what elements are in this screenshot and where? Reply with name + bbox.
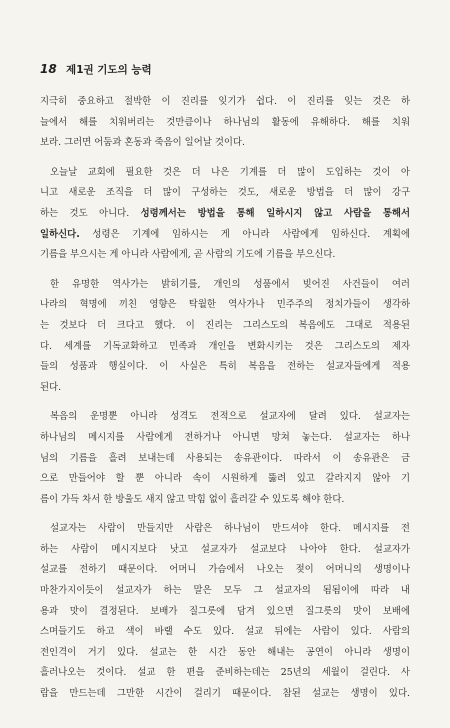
text-line (40, 225, 410, 246)
paragraph (40, 92, 410, 154)
text-line (40, 643, 410, 664)
text-line (40, 560, 410, 581)
text-run: 으로 만들어야 할 뿐 아니라 속이 시원하게 뚫려 있고 갈라지지 않아 기 (40, 473, 410, 485)
text-line (40, 204, 410, 225)
text-line (40, 540, 410, 561)
text-line (40, 357, 410, 378)
text-run: 니고 새로운 조직을 더 많이 구성하는 것도, 새로운 방법을 더 많이 강구 (40, 187, 410, 199)
text-run: 름이 가득 차서 한 방울도 새지 않고 막힘 없이 흘러갈 수 있도록 해야 한다. (40, 493, 345, 505)
text-run: 들의 성품과 행실이다. 이 사실은 특히 복음을 전하는 설교자들에게 적용 (40, 361, 410, 373)
text-line (40, 519, 410, 540)
page-number: 18 (40, 62, 57, 76)
text-line (40, 663, 410, 684)
text-run: 성령은 기계에 임하시는 게 아니라 사람에게 임하신다. 계획에 (79, 228, 410, 240)
text-run: 된다. (40, 381, 62, 393)
text-line (40, 183, 410, 204)
text-line (40, 295, 410, 316)
running-header (40, 62, 152, 77)
text-line (40, 407, 410, 428)
text-line (40, 337, 410, 358)
text-line (40, 684, 410, 705)
text-run: 흘러나오는 것이다. 설교 한 편을 준비하는데는 25년의 세월이 걸린다. 사 (40, 667, 410, 679)
text-run: 복음의 운명뿐 아니라 성격도 전적으로 설교자에 달려 있다. 설교자는 (50, 411, 410, 423)
text-line (40, 490, 410, 511)
text-line (40, 449, 410, 470)
text-line (40, 602, 410, 623)
text-run: 한 유명한 역사가는 밝히기를, 개인의 성품에서 빚어진 사건들이 여러 (50, 278, 410, 290)
text-run: 오늘날 교회에 필요한 것은 더 나은 기계를 더 많이 도입하는 것이 아 (50, 166, 410, 178)
text-line (40, 581, 410, 602)
text-run: 스며들기도 하고 색이 바랠 수도 있다. 설교 뒤에는 사람이 있다. 사람의 (40, 626, 410, 638)
paragraph (40, 407, 410, 510)
text-run: 마찬가지이듯이 설교자가 하는 말은 모두 그 설교자의 됨됨이에 따라 내 (40, 585, 410, 597)
paragraph (40, 519, 410, 704)
text-run: 는 것보다 더 크다고 했다. 이 진리는 그리스도의 복음에도 그대로 적용된 (40, 319, 410, 331)
text-run: 늘에서 해를 치워버리는 것만큼이나 하나님의 활동에 유해하다. 해를 치워 (40, 116, 410, 128)
text-run: 님의 기름을 흘려 보내는데 사용되는 송유관이다. 따라서 이 송유관은 금 (40, 452, 410, 464)
text-line (40, 428, 410, 449)
text-run: 하는 것도 아니다. (40, 207, 141, 219)
text-run: 전인격이 거기 있다. 설교는 한 시간 동안 해내는 공연이 아니라 생명이 (40, 646, 410, 658)
highlighted-text: 일하신다. (40, 228, 80, 240)
chapter-title: 제1권 기도의 능력 (66, 64, 152, 76)
text-line (40, 245, 410, 266)
text-line (40, 92, 410, 113)
text-run: 지극히 중요하고 절박한 이 진리를 잊기가 쉽다. 이 진리를 잊는 것은 하 (40, 96, 410, 107)
text-run: 기름을 부으시는 게 아니라 사람에게, 곧 사람의 기도에 기름을 부으신다. (40, 249, 336, 261)
text-run: 나라의 혁명에 끼친 영향은 탁월한 역사가나 민주주의 정치가들이 생각하 (40, 299, 410, 311)
text-line (40, 378, 410, 399)
text-run: 람을 만드는데 그만한 시간이 걸리기 때문이다. 참된 설교는 생명이 있다. (40, 688, 410, 700)
text-run: 보라. 그러면 어둠과 혼동과 죽음이 일어날 것이다. (40, 137, 245, 149)
body-text (40, 92, 410, 714)
text-line (40, 133, 410, 154)
text-run: 설교를 전하기 때문이다. 어머니 가슴에서 나오는 젖이 어머니의 생명이나 (40, 564, 410, 576)
text-line (40, 275, 410, 296)
paragraph (40, 275, 410, 399)
highlighted-text: 성령께서는 방법을 통해 일하시지 않고 사람을 통해서 (140, 207, 410, 219)
text-line (40, 622, 410, 643)
text-run: 하는 사람이 메시지보다 낫고 설교자가 설교보다 나아야 한다. 설교자가 (40, 543, 410, 555)
text-line (40, 469, 410, 490)
text-run: 설교자는 사람이 만들지만 사람은 하나님이 만드셔야 한다. 메시지를 전 (50, 523, 410, 535)
text-line (40, 316, 410, 337)
text-run: 하나님의 메시지를 사람에게 전하거나 아니면 망쳐 놓는다. 설교자는 하나 (40, 431, 410, 443)
text-line (40, 163, 410, 184)
text-run: 용과 맛이 결정된다. 보배가 질그릇에 담겨 있으면 질그릇의 맛이 보배에 (40, 605, 410, 617)
paragraph (40, 163, 410, 266)
text-line (40, 113, 410, 134)
text-run: 다. 세계를 기독교화하고 민족과 개인을 변화시키는 것은 그리스도의 제자 (40, 340, 410, 352)
